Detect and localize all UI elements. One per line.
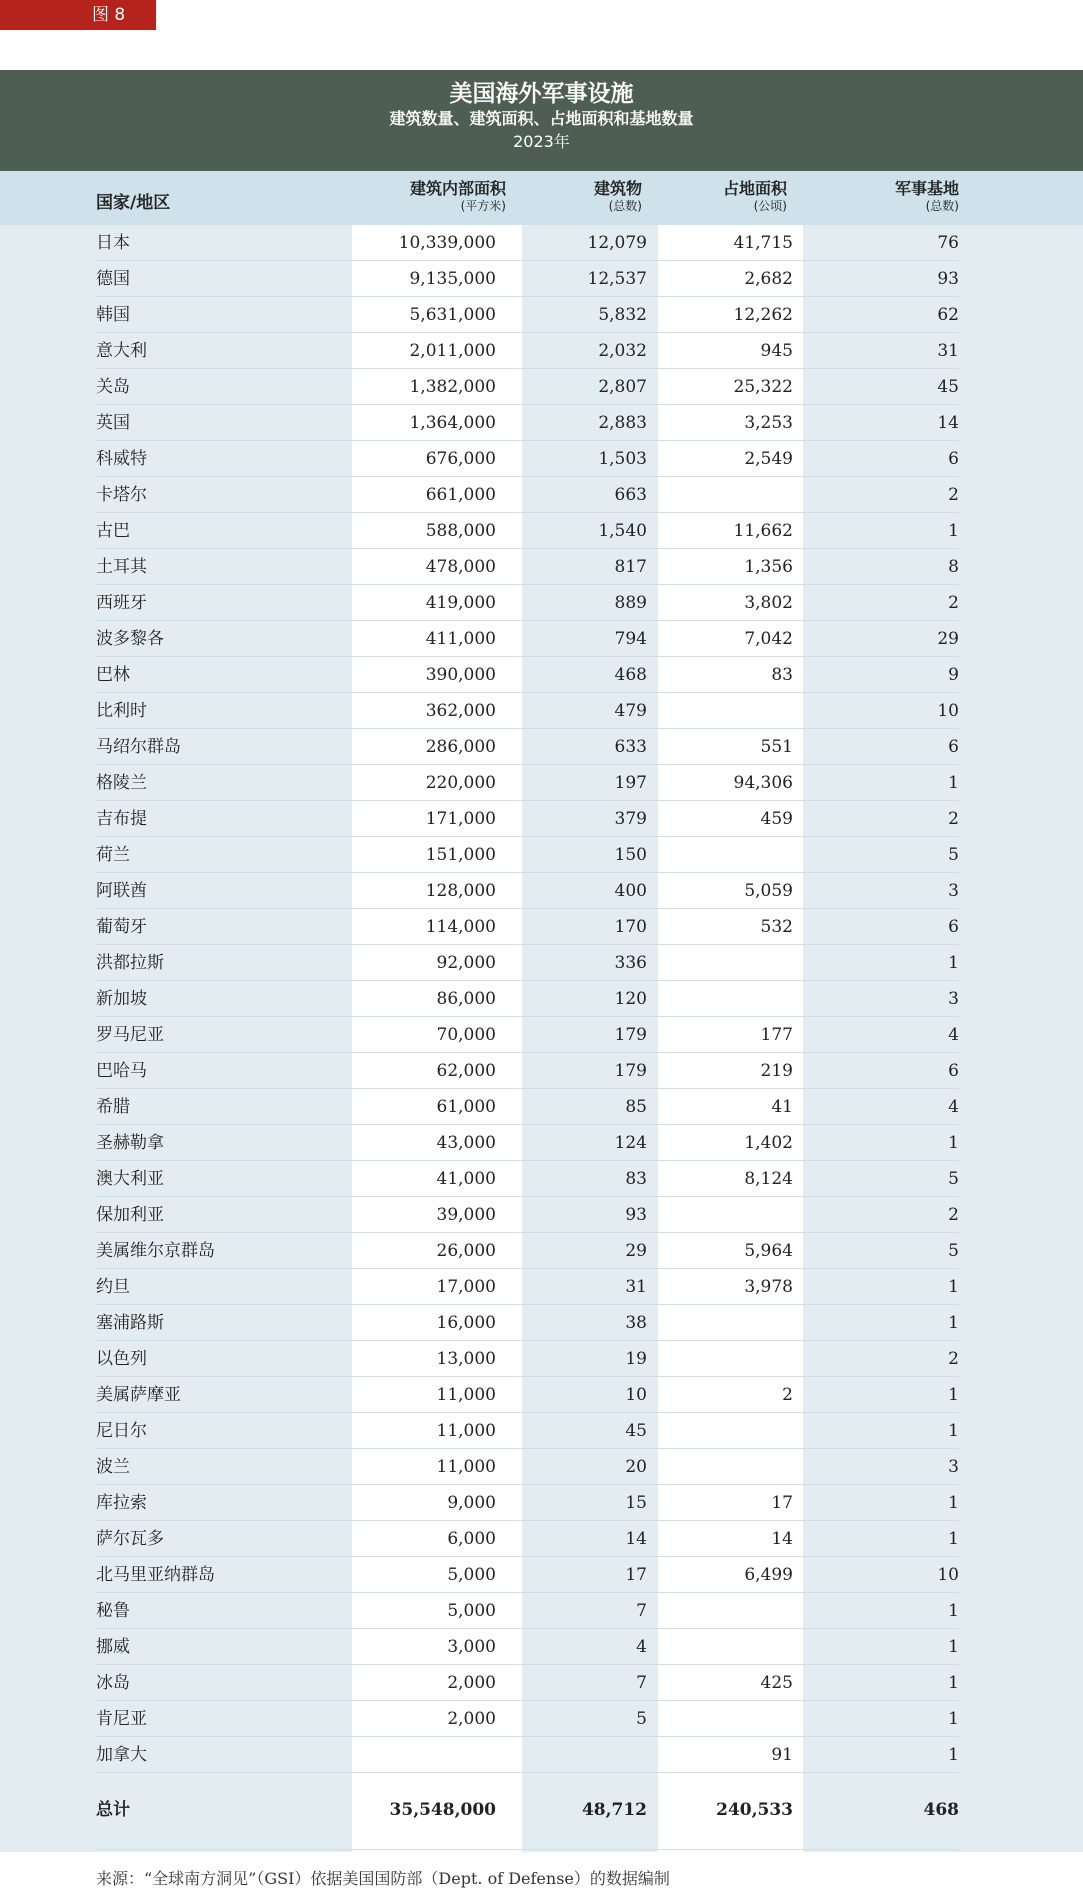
header-land-area-unit: (公顷): [753, 199, 787, 213]
bases-cell: 1: [948, 1745, 959, 1765]
floor-area-cell: 9,000: [447, 1493, 496, 1513]
header-floor-area-unit: (平方米): [460, 199, 506, 213]
land-area-cell: 3,802: [744, 593, 793, 613]
floor-area-cell: 62,000: [436, 1061, 496, 1081]
land-area-cell: 1,402: [744, 1133, 793, 1153]
buildings-cell: 1,540: [598, 521, 647, 541]
country-cell: 北马里亚纳群岛: [96, 1565, 215, 1585]
floor-area-cell: 390,000: [425, 665, 496, 685]
country-cell: 澳大利亚: [96, 1169, 164, 1189]
country-cell: 关岛: [96, 377, 130, 397]
table-row: [96, 837, 959, 873]
floor-area-cell: 588,000: [425, 521, 496, 541]
table-row: [96, 1557, 959, 1593]
land-area-cell: 14: [771, 1529, 793, 1549]
country-cell: 葡萄牙: [96, 917, 147, 937]
land-area-cell: 41,715: [733, 233, 793, 253]
source-note: 来源：“全球南方洞见”（GSI）依据美国国防部（Dept. of Defense）的数据编制: [96, 1869, 670, 1888]
floor-area-cell: 16,000: [436, 1313, 496, 1333]
buildings-cell: 336: [614, 953, 647, 973]
floor-area-cell: 11,000: [436, 1421, 496, 1441]
country-cell: 希腊: [96, 1097, 130, 1117]
floor-area-cell: 41,000: [436, 1169, 496, 1189]
country-cell: 冰岛: [96, 1673, 130, 1693]
bases-cell: 3: [948, 989, 959, 1009]
table-row: [96, 1665, 959, 1701]
table-row: [96, 801, 959, 837]
buildings-cell: 479: [614, 701, 647, 721]
bases-cell: 5: [948, 1169, 959, 1189]
buildings-cell: 197: [614, 773, 647, 793]
floor-area-cell: 6,000: [447, 1529, 496, 1549]
country-cell: 波多黎各: [96, 629, 164, 649]
buildings-cell: 10: [625, 1385, 647, 1405]
buildings-cell: 29: [625, 1241, 647, 1261]
bases-cell: 45: [937, 377, 959, 397]
bases-cell: 6: [948, 449, 959, 469]
land-area-cell: 219: [760, 1061, 793, 1081]
bases-cell: 1: [948, 1529, 959, 1549]
bases-cell: 6: [948, 1061, 959, 1081]
bases-cell: 1: [948, 1601, 959, 1621]
figure-label: 图 8: [0, 0, 156, 30]
buildings-cell: 7: [636, 1601, 647, 1621]
buildings-cell: 83: [625, 1169, 647, 1189]
country-cell: 巴哈马: [96, 1061, 147, 1081]
country-cell: 库拉索: [96, 1493, 147, 1513]
table-row: [96, 909, 959, 945]
bases-cell: 8: [948, 557, 959, 577]
buildings-cell: 2,883: [598, 413, 647, 433]
table-year: 2023年: [513, 132, 570, 151]
table-row: [96, 1377, 959, 1413]
bases-cell: 10: [937, 701, 959, 721]
bases-cell: 93: [937, 269, 959, 289]
table-row: [96, 1125, 959, 1161]
header-bases-unit: (总数): [925, 199, 959, 213]
land-area-cell: 41: [771, 1097, 793, 1117]
table-row: [96, 765, 959, 801]
bases-cell: 14: [937, 413, 959, 433]
table-row: [96, 1161, 959, 1197]
floor-area-cell: 13,000: [436, 1349, 496, 1369]
floor-area-cell: 5,631,000: [409, 305, 496, 325]
floor-area-cell: 419,000: [425, 593, 496, 613]
land-area-cell: 25,322: [733, 377, 793, 397]
buildings-cell: 179: [614, 1025, 647, 1045]
bases-cell: 1: [948, 1277, 959, 1297]
bases-cell: 1: [948, 953, 959, 973]
bases-cell: 4: [948, 1025, 959, 1045]
bases-cell: 62: [937, 305, 959, 325]
buildings-cell: 150: [614, 845, 647, 865]
bases-cell: 2: [948, 809, 959, 829]
header-floor-area-label: 建筑内部面积: [409, 179, 506, 198]
floor-area-cell: 1,382,000: [409, 377, 496, 397]
bases-cell: 1: [948, 1133, 959, 1153]
bases-cell: 2: [948, 485, 959, 505]
bases-cell: 1: [948, 1313, 959, 1333]
table-row: [96, 1737, 959, 1773]
buildings-cell: 5: [636, 1709, 647, 1729]
table-row: [96, 1341, 959, 1377]
country-cell: 英国: [96, 413, 130, 433]
floor-area-cell: 26,000: [436, 1241, 496, 1261]
table-row: [96, 1089, 959, 1125]
title-band: [0, 70, 1083, 171]
buildings-cell: 2,807: [598, 377, 647, 397]
country-cell: 马绍尔群岛: [96, 737, 181, 757]
buildings-cell: 5,832: [598, 305, 647, 325]
land-area-cell: 7,042: [744, 629, 793, 649]
land-area-cell: 2,549: [744, 449, 793, 469]
buildings-cell: 124: [614, 1133, 647, 1153]
table-title: 美国海外军事设施: [449, 81, 634, 107]
country-cell: 意大利: [96, 341, 147, 361]
header-bases: [96, 179, 959, 213]
land-area-cell: 83: [771, 665, 793, 685]
floor-area-cell: 411,000: [425, 629, 496, 649]
bases-cell: 2: [948, 593, 959, 613]
floor-area-cell: 5,000: [447, 1565, 496, 1585]
country-cell: 科威特: [96, 449, 147, 469]
country-cell: 波兰: [96, 1457, 130, 1477]
bases-cell: 10: [937, 1565, 959, 1585]
buildings-cell: 4: [636, 1637, 647, 1657]
floor-area-cell: 2,011,000: [409, 341, 496, 361]
country-cell: 美属维尔京群岛: [96, 1241, 215, 1261]
country-cell: 古巴: [96, 521, 130, 541]
floor-area-cell: 1,364,000: [409, 413, 496, 433]
floor-area-cell: 92,000: [436, 953, 496, 973]
bases-cell: 6: [948, 737, 959, 757]
table-row: [96, 441, 959, 477]
country-cell: 日本: [96, 233, 130, 253]
table-row: [96, 1269, 959, 1305]
land-area-cell: 2: [782, 1385, 793, 1405]
floor-area-cell: 362,000: [425, 701, 496, 721]
land-area-cell: 459: [760, 809, 793, 829]
table-row: [96, 729, 959, 765]
bases-cell: 6: [948, 917, 959, 937]
buildings-cell: 1,503: [598, 449, 647, 469]
table-row: [96, 1017, 959, 1053]
land-area-cell: 945: [760, 341, 793, 361]
land-area-cell: 425: [760, 1673, 793, 1693]
land-area-cell: 1,356: [744, 557, 793, 577]
table-row: [96, 621, 959, 657]
buildings-cell: 468: [614, 665, 647, 685]
bases-cell: 1: [948, 1385, 959, 1405]
table-row: [96, 657, 959, 693]
floor-area-cell: 478,000: [425, 557, 496, 577]
country-cell: 韩国: [96, 305, 130, 325]
table-row: [96, 1521, 959, 1557]
bases-cell: 2: [948, 1349, 959, 1369]
table-row: [96, 225, 959, 261]
country-cell: 约旦: [96, 1277, 130, 1297]
country-cell: 德国: [96, 269, 130, 289]
land-area-cell: 5,059: [744, 881, 793, 901]
table-row: [96, 1233, 959, 1269]
buildings-cell: 179: [614, 1061, 647, 1081]
country-cell: 挪威: [96, 1637, 130, 1657]
land-area-cell: 551: [760, 737, 793, 757]
buildings-cell: 889: [614, 593, 647, 613]
country-cell: 阿联酋: [96, 881, 147, 901]
bases-cell: 1: [948, 521, 959, 541]
bases-cell: 9: [948, 665, 959, 685]
buildings-cell: 12,537: [587, 269, 647, 289]
country-cell: 加拿大: [96, 1745, 147, 1765]
land-area-cell: 8,124: [744, 1169, 793, 1189]
floor-area-cell: 2,000: [447, 1709, 496, 1729]
buildings-cell: 93: [625, 1205, 647, 1225]
buildings-cell: 31: [625, 1277, 647, 1297]
table-row: [96, 513, 959, 549]
table-row: [96, 1629, 959, 1665]
header-buildings-unit: (总数): [608, 199, 642, 213]
bases-cell: 1: [948, 1709, 959, 1729]
land-area-cell: 3,253: [744, 413, 793, 433]
floor-area-cell: 86,000: [436, 989, 496, 1009]
floor-area-cell: 220,000: [425, 773, 496, 793]
data-table: [0, 171, 1083, 1852]
country-cell: 以色列: [96, 1349, 147, 1369]
floor-area-cell: 39,000: [436, 1205, 496, 1225]
country-cell: 肯尼亚: [96, 1709, 147, 1729]
total-row: [96, 1770, 959, 1850]
bases-cell: 5: [948, 845, 959, 865]
land-area-cell: 11,662: [733, 521, 793, 541]
table-row: [96, 549, 959, 585]
floor-area-cell: 171,000: [425, 809, 496, 829]
buildings-cell: 14: [625, 1529, 647, 1549]
floor-area-cell: 151,000: [425, 845, 496, 865]
land-area-cell: 2,682: [744, 269, 793, 289]
bases-cell: 3: [948, 881, 959, 901]
land-area-cell: 17: [771, 1493, 793, 1513]
floor-area-cell: 128,000: [425, 881, 496, 901]
country-cell: 吉布提: [96, 809, 147, 829]
land-area-cell: 12,262: [733, 305, 793, 325]
country-cell: 塞浦路斯: [96, 1313, 164, 1333]
land-area-cell: 177: [760, 1025, 793, 1045]
bases-cell: 1: [948, 773, 959, 793]
table-row: [96, 1413, 959, 1449]
country-cell: 巴林: [96, 665, 130, 685]
header-country: 国家/地区: [96, 193, 171, 213]
buildings-cell: 2,032: [598, 341, 647, 361]
table-row: [96, 585, 959, 621]
land-area-cell: 532: [760, 917, 793, 937]
buildings-cell: 17: [625, 1565, 647, 1585]
buildings-cell: 20: [625, 1457, 647, 1477]
country-cell: 美属萨摩亚: [96, 1385, 181, 1405]
floor-area-cell: 286,000: [425, 737, 496, 757]
buildings-cell: 817: [614, 557, 647, 577]
floor-area-cell: 11,000: [436, 1385, 496, 1405]
buildings-cell: 38: [625, 1313, 647, 1333]
buildings-cell: 19: [625, 1349, 647, 1369]
table-row: [96, 693, 959, 729]
country-cell: 新加坡: [96, 989, 147, 1009]
buildings-cell: 15: [625, 1493, 647, 1513]
table-row: [96, 1593, 959, 1629]
total-label: 总计: [96, 1800, 130, 1820]
header-land-area-label: 占地面积: [722, 179, 787, 198]
table-row: [96, 477, 959, 513]
table-row: [96, 981, 959, 1017]
table-row: [96, 1197, 959, 1233]
floor-area-cell: 114,000: [425, 917, 496, 937]
country-cell: 萨尔瓦多: [96, 1529, 164, 1549]
bases-cell: 2: [948, 1205, 959, 1225]
header-buildings-label: 建筑物: [593, 179, 642, 198]
country-cell: 尼日尔: [96, 1421, 147, 1441]
country-cell: 格陵兰: [96, 773, 147, 793]
table-row: [96, 405, 959, 441]
buildings-cell: 85: [625, 1097, 647, 1117]
table-row: [96, 369, 959, 405]
country-cell: 西班牙: [96, 593, 147, 613]
buildings-cell: 400: [614, 881, 647, 901]
total-buildings: 48,712: [581, 1800, 647, 1820]
table-row: [96, 873, 959, 909]
country-cell: 秘鲁: [96, 1601, 130, 1621]
bases-cell: 29: [937, 629, 959, 649]
country-cell: 洪都拉斯: [96, 953, 164, 973]
buildings-cell: 12,079: [587, 233, 647, 253]
floor-area-cell: 10,339,000: [398, 233, 496, 253]
country-cell: 比利时: [96, 701, 147, 721]
floor-area-cell: 70,000: [436, 1025, 496, 1045]
land-area-cell: 91: [771, 1745, 793, 1765]
header-bases-label: 军事基地: [894, 179, 959, 198]
table-row: [96, 1449, 959, 1485]
floor-area-cell: 43,000: [436, 1133, 496, 1153]
bases-cell: 1: [948, 1637, 959, 1657]
buildings-cell: 45: [625, 1421, 647, 1441]
floor-area-cell: 3,000: [447, 1637, 496, 1657]
table-subtitle: 建筑数量、建筑面积、占地面积和基地数量: [389, 109, 694, 128]
table-row: [96, 945, 959, 981]
floor-area-cell: 11,000: [436, 1457, 496, 1477]
floor-area-cell: 5,000: [447, 1601, 496, 1621]
country-cell: 圣赫勒拿: [96, 1133, 164, 1153]
total-land-area: 240,533: [716, 1800, 793, 1820]
country-cell: 卡塔尔: [96, 485, 147, 505]
total-floor-area: 35,548,000: [389, 1800, 496, 1820]
table-row: [96, 1053, 959, 1089]
floor-area-cell: 2,000: [447, 1673, 496, 1693]
bases-cell: 31: [937, 341, 959, 361]
table-row: [96, 1701, 959, 1737]
table-row: [96, 1305, 959, 1341]
buildings-cell: 170: [614, 917, 647, 937]
land-area-cell: 94,306: [733, 773, 793, 793]
bases-cell: 76: [937, 233, 959, 253]
total-bases: 468: [923, 1800, 959, 1820]
bases-cell: 1: [948, 1493, 959, 1513]
bases-cell: 1: [948, 1421, 959, 1441]
table-row: [96, 261, 959, 297]
floor-area-cell: 17,000: [436, 1277, 496, 1297]
bases-cell: 5: [948, 1241, 959, 1261]
table-header: [0, 171, 1083, 225]
floor-area-cell: 9,135,000: [409, 269, 496, 289]
bases-cell: 4: [948, 1097, 959, 1117]
floor-area-cell: 676,000: [425, 449, 496, 469]
country-cell: 罗马尼亚: [96, 1025, 164, 1045]
buildings-cell: 794: [614, 629, 647, 649]
table-row: [96, 333, 959, 369]
bases-cell: 1: [948, 1673, 959, 1693]
table-row: [96, 1485, 959, 1521]
land-area-cell: 6,499: [744, 1565, 793, 1585]
land-area-cell: 3,978: [744, 1277, 793, 1297]
land-area-cell: 5,964: [744, 1241, 793, 1261]
buildings-cell: 120: [614, 989, 647, 1009]
country-cell: 荷兰: [96, 845, 130, 865]
floor-area-cell: 661,000: [425, 485, 496, 505]
buildings-cell: 633: [614, 737, 647, 757]
floor-area-cell: 61,000: [436, 1097, 496, 1117]
country-cell: 保加利亚: [96, 1205, 164, 1225]
bases-cell: 3: [948, 1457, 959, 1477]
buildings-cell: 379: [614, 809, 647, 829]
buildings-cell: 663: [614, 485, 647, 505]
country-cell: 土耳其: [96, 557, 147, 577]
table-row: [96, 297, 959, 333]
buildings-cell: 7: [636, 1673, 647, 1693]
